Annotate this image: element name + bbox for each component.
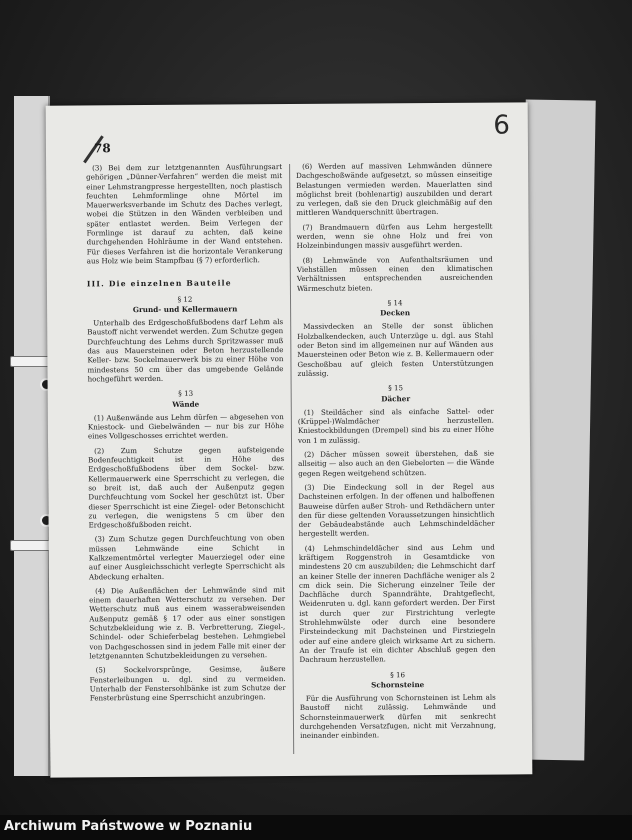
paragraph: (3) Bei dem zur letztgenannten Ausführungsart gehörigen „Dünner-Verfahren“ werden die meist mit einer Lehmstrangpresse hergestellten, noch plastisch feuchten Lehmformlinge ohne Mörtel im Mauerwerksverbande im Schutz des Daches verlegt, wobei die Stützen in den Wänden verbleiben und später entlastet werden. Beim Verlegen der Formlinge ist darauf zu achten, daß keine durchgehenden Hohlräume in der Wand entstehen. Für dieses Verfahren ist die horizontale Verankerung aus Holz wie beim Stampfbau (§ 7) erforderlich. — [86, 162, 283, 266]
paragraph: Für die Ausführung von Schornsteinen ist Lehm als Baustoff nicht zulässig. Lehmwände und Schornsteinmauerwerk dürfen mit senkrecht durchgehenden Versatzfugen, nicht mit Verzahnung, ineinander einbinden. — [299, 692, 497, 741]
archive-footer — [0, 815, 632, 840]
section-number: § 15 — [388, 383, 404, 393]
paragraph: Unterhalb des Erdgeschoßfußbodens darf Lehm als Baustoff nicht verwendet werden. Zum Schutze gegen Durchfeuchtung des Lehms durch Spritzwasser muß das aus Mauersteinen oder Beton herzustellende Keller- bzw. Sockelmauerwerk bis zu einer Höhe von mindestens 50 cm über das umgebende Gelände hochgeführt werden. — [87, 317, 284, 384]
section-title: Schornsteine — [371, 679, 425, 690]
paragraph: (8) Lehmwände von Aufenthaltsräumen und Viehställen müssen einen den klimatischen Verhältnissen entsprechenden ausreichenden Wärmeschutz bieten. — [296, 254, 493, 293]
section-title: Grund- und Kellermauern — [132, 304, 238, 314]
handwritten-page-number: 6 — [493, 110, 510, 141]
document-page — [46, 102, 533, 777]
paragraph: (4) Lehmschindeldächer sind aus Lehm und kräftigem Roggenstroh in Gesamtdicke von mindestens 20 cm auszubilden; die Lehmschicht darf an keiner Stelle der inneren Dachfläche weniger als 2 cm dick sein. Die Sicherung einzelner Teile der Dachfläche durch Spanndrähte, Drahtgeflecht, Weidenruten u. dgl. kann gefordert werden. Der First ist durch quer zur Firstrichtung verlegte Strohlehmwülste oder durch eine besondere Firsteindeckung mit Dachsteinen und Firstziegeln oder auf eine andere gleich wirksame Art zu sichern. An der Traufe ist ein dichter Abschluß gegen den Dachraum herzustellen. — [298, 542, 496, 665]
paragraph: (2) Zum Schutze gegen aufsteigende Bodenfeuchtigkeit ist in Höhe des Erdgeschoßfußbodens über dem Sockel- bzw. Kellermauerwerk eine Sperrschicht zu verlegen, die so breit ist, daß auch der Außenputz gegen Durchfeuchtung vom Sockel her geschützt ist. Über dieser Sperrschicht ist eine Ziegel- oder Betonschicht zu verlegen, die wenigstens 5 cm über den Erdgeschoßfußboden reicht. — [88, 444, 285, 530]
part-heading: III. Die einzelnen Bauteile — [86, 278, 232, 289]
left-column — [86, 162, 286, 708]
section-title: Dächer — [381, 393, 411, 403]
paragraph: (7) Brandmauern dürfen aus Lehm hergestellt werden, wenn sie ohne Holz und frei von Holzeinbindungen massiv ausgeführt werden. — [296, 221, 493, 251]
section-title: Decken — [380, 308, 411, 318]
paragraph: (1) Steildächer sind als einfache Sattel- oder (Krüppel-)Walmdächer herzustellen. Kniestockbildungen (Drempel) sind bis zu einer Höhe von 1 m zulässig. — [297, 406, 494, 445]
section-number: § 12 — [177, 294, 193, 304]
right-column — [296, 161, 496, 746]
section-number: § 13 — [178, 388, 194, 399]
paragraph: (6) Werden auf massiven Lehmwänden dünnere Dachgeschoßwände aufgesetzt, so müssen einseitige Belastungen vermieden werden. Mauerlatten sind möglichst breit (bohlenartig) auszubilden und derart zu verlegen, daß sie den Druck gleichmäßig auf den mittleren Wandquerschnitt übertragen. — [296, 160, 493, 218]
archive-label: Archiwum Państwowe w Poznaniu — [4, 819, 253, 834]
paragraph: (3) Die Eindeckung soll in der Regel aus Dachsteinen erfolgen. In der offenen und halboffenen Bauweise dürfen außer Stroh- und Rethdächern unter den für diese geltenden Voraussetzungen hinsichtlich der Gebäudeabstände auch Lehmschindeldächer hergestellt werden. — [298, 481, 495, 539]
binder-clip — [10, 540, 54, 551]
paragraph: (1) Außenwände aus Lehm dürfen — abgesehen von Kniestock- und Giebelwänden — nur bis zur Höhe eines Vollgeschosses errichtet werden. — [87, 411, 284, 441]
binder-strip — [14, 96, 50, 776]
paragraph: (4) Die Außenflächen der Lehmwände sind mit einem dauerhaften Wetterschutz zu versehen. Der Wetterschutz muß aus einem wasserabweisenden Außenputz gemäß § 17 oder aus einer sonstigen Schutzbekleidung wie z. B. Verbretterung, Ziegel-, Schindel- oder Schieferbelag bestehen. Lehmgiebel von Dachgeschossen sind in jedem Falle mit einer der letztgenannten Schutzbekleidungen zu versehen. — [89, 584, 286, 661]
paragraph: (3) Zum Schutze gegen Durchfeuchtung von oben müssen Lehmwände eine Schicht in Kalkzementmörtel verlegter Mauerziegel oder eine auf einer Ausgleichsschicht verlegte Sperrschicht als Abdeckung erhalten. — [88, 533, 285, 581]
section-number: § 16 — [390, 669, 406, 679]
paragraph: Massivdecken an Stelle der sonst üblichen Holzbalkendecken, auch Unterzüge u. dgl. aus Stahl oder Beton sind im allgemeinen nur auf Wänden aus Mauersteinen oder Beton wie z. B. Kellermauern oder Geschoßbau auf gleich festen Unterstützungen zulässig. — [297, 321, 494, 378]
page-number: 78 — [93, 141, 111, 156]
section-title: Wände — [172, 399, 200, 409]
paragraph: (2) Dächer müssen soweit überstehen, daß sie allseitig — also auch an den Giebelorten — die Wände gegen Regen weitgehend schützen. — [298, 448, 495, 478]
paragraph: (5) Sockelvorsprünge, Gesimse, äußere Fensterleibungen u. dgl. sind zu vermeiden. Unterhalb der Fenstersohlbänke ist zum Schutze der Fensterbrüstung eine Sperrschicht anzubringen. — [89, 664, 286, 703]
column-divider — [289, 164, 294, 754]
section-number: § 14 — [387, 298, 403, 308]
